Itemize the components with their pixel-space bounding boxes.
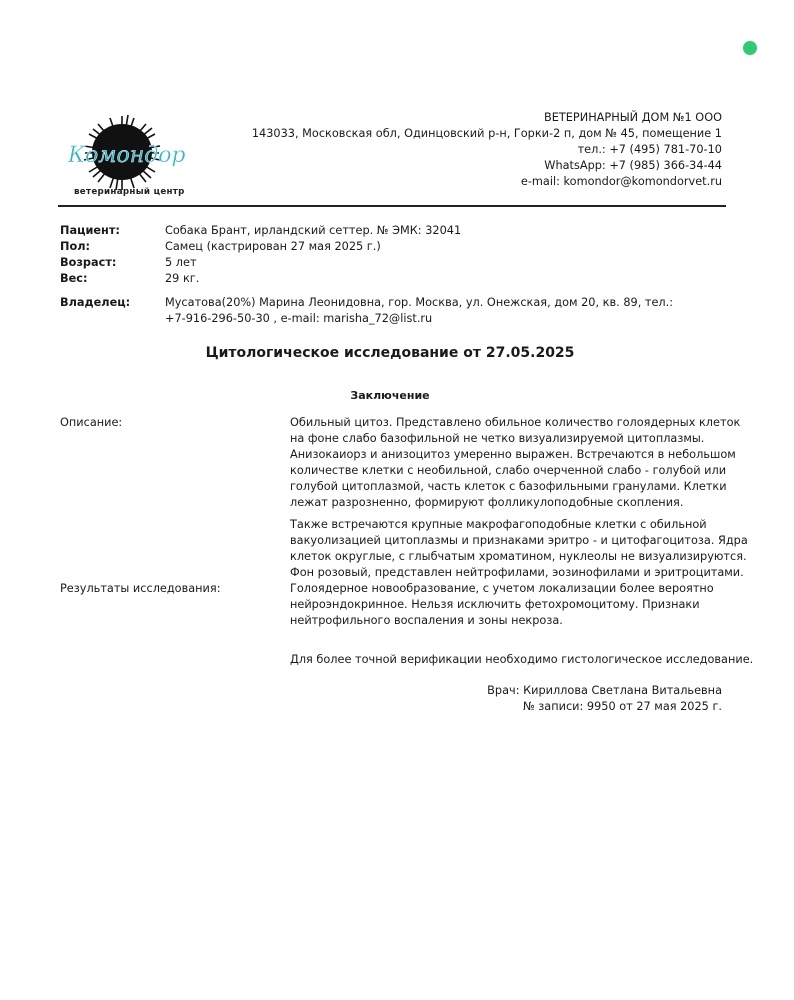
description-line: лежат разрозненно, формируют фолликулоподобные скопления.: [290, 496, 684, 509]
description-label: Описание:: [60, 416, 123, 429]
owner-line-1: Мусатова(20%) Марина Леонидовна, гор. Москва, ул. Онежская, дом 20, кв. 89, тел.:: [165, 296, 674, 309]
svg-text:Комондор: Комондор: [68, 143, 186, 168]
results-text: [290, 581, 730, 629]
weight-label: Вес:: [60, 272, 88, 285]
age-value: 5 лет: [165, 256, 197, 269]
section-title: Заключение: [350, 389, 430, 402]
logo-caption: ветеринарный центр: [74, 187, 185, 197]
description-line: вакуолизацией цитоплазмы и признаками эритро - и цитофагоцитоза. Ядра: [290, 534, 748, 547]
clinic-address: 143033, Московская обл, Одинцовский р-н, Горки-2 п, дом № 45, помещение 1: [251, 127, 722, 140]
results-label: Результаты исследования:: [60, 582, 221, 595]
description-line: Обильный цитоз. Представлено обильное количество голоядерных клеток: [290, 416, 741, 429]
owner-label: Владелец:: [60, 296, 131, 309]
clinic-name: ВЕТЕРИНАРНЫЙ ДОМ №1 ООО: [544, 111, 722, 124]
patient-label: Пациент:: [60, 224, 120, 237]
owner-line-2: +7-916-296-50-30 , e-mail: marisha_72@list.ru: [165, 312, 433, 325]
report-title: Цитологическое исследование от 27.05.2025: [205, 345, 575, 361]
description-line: на фоне слабо базофильной не четко визуализируемой цитоплазмы.: [290, 432, 705, 445]
results-line: нейтрофильного воспаления и зоны некроза.: [290, 614, 563, 627]
description-line: Фон розовый, представлен нейтрофилами, эозинофилами и эритроцитами.: [290, 566, 744, 579]
age-label: Возраст:: [60, 256, 117, 269]
description-line: клеток округлые, с глыбчатым хроматином, нуклеолы не визуализируются.: [290, 550, 747, 563]
sex-value: Самец (кастрирован 27 мая 2025 г.): [165, 240, 381, 253]
verification-note: Для более точной верификации необходимо гистологическое исследование.: [290, 653, 754, 666]
clinic-phone: тел.: +7 (495) 781-70-10: [577, 143, 722, 156]
header-divider: [58, 205, 726, 207]
clinic-email: e-mail: komondor@komondorvet.ru: [520, 175, 722, 188]
results-line: Голоядерное новообразование, с учетом локализации более вероятно: [290, 582, 714, 595]
results-line: нейроэндокринное. Нельзя исключить фетохромоцитому. Признаки: [290, 598, 700, 611]
description-line: Также встречаются крупные макрофагоподобные клетки с обильной: [290, 518, 707, 531]
patient-value: Собака Брант, ирландский сеттер. № ЭМК: 32041: [165, 224, 462, 237]
description-text-2: [290, 517, 748, 581]
sex-label: Пол:: [60, 240, 91, 253]
status-indicator-dot: [743, 41, 757, 55]
description-line: количестве клетки с необильной, слабо очерченной слабо - голубой или: [290, 464, 727, 477]
doctor-signature: Врач: Кириллова Светлана Витальевна: [487, 684, 722, 697]
description-line: голубой цитоплазмой, часть клеток с базофильными гранулами. Клетки: [290, 480, 727, 493]
record-number: № записи: 9950 от 27 мая 2025 г.: [522, 700, 722, 713]
description-text: [290, 415, 741, 511]
clinic-whatsapp: WhatsApp: +7 (985) 366-34-44: [544, 159, 722, 172]
weight-value: 29 кг.: [165, 272, 200, 285]
description-line: Анизокаиорз и анизоцитоз умеренно выражен. Встречаются в небольшом: [290, 448, 736, 461]
clinic-info: [252, 110, 722, 190]
